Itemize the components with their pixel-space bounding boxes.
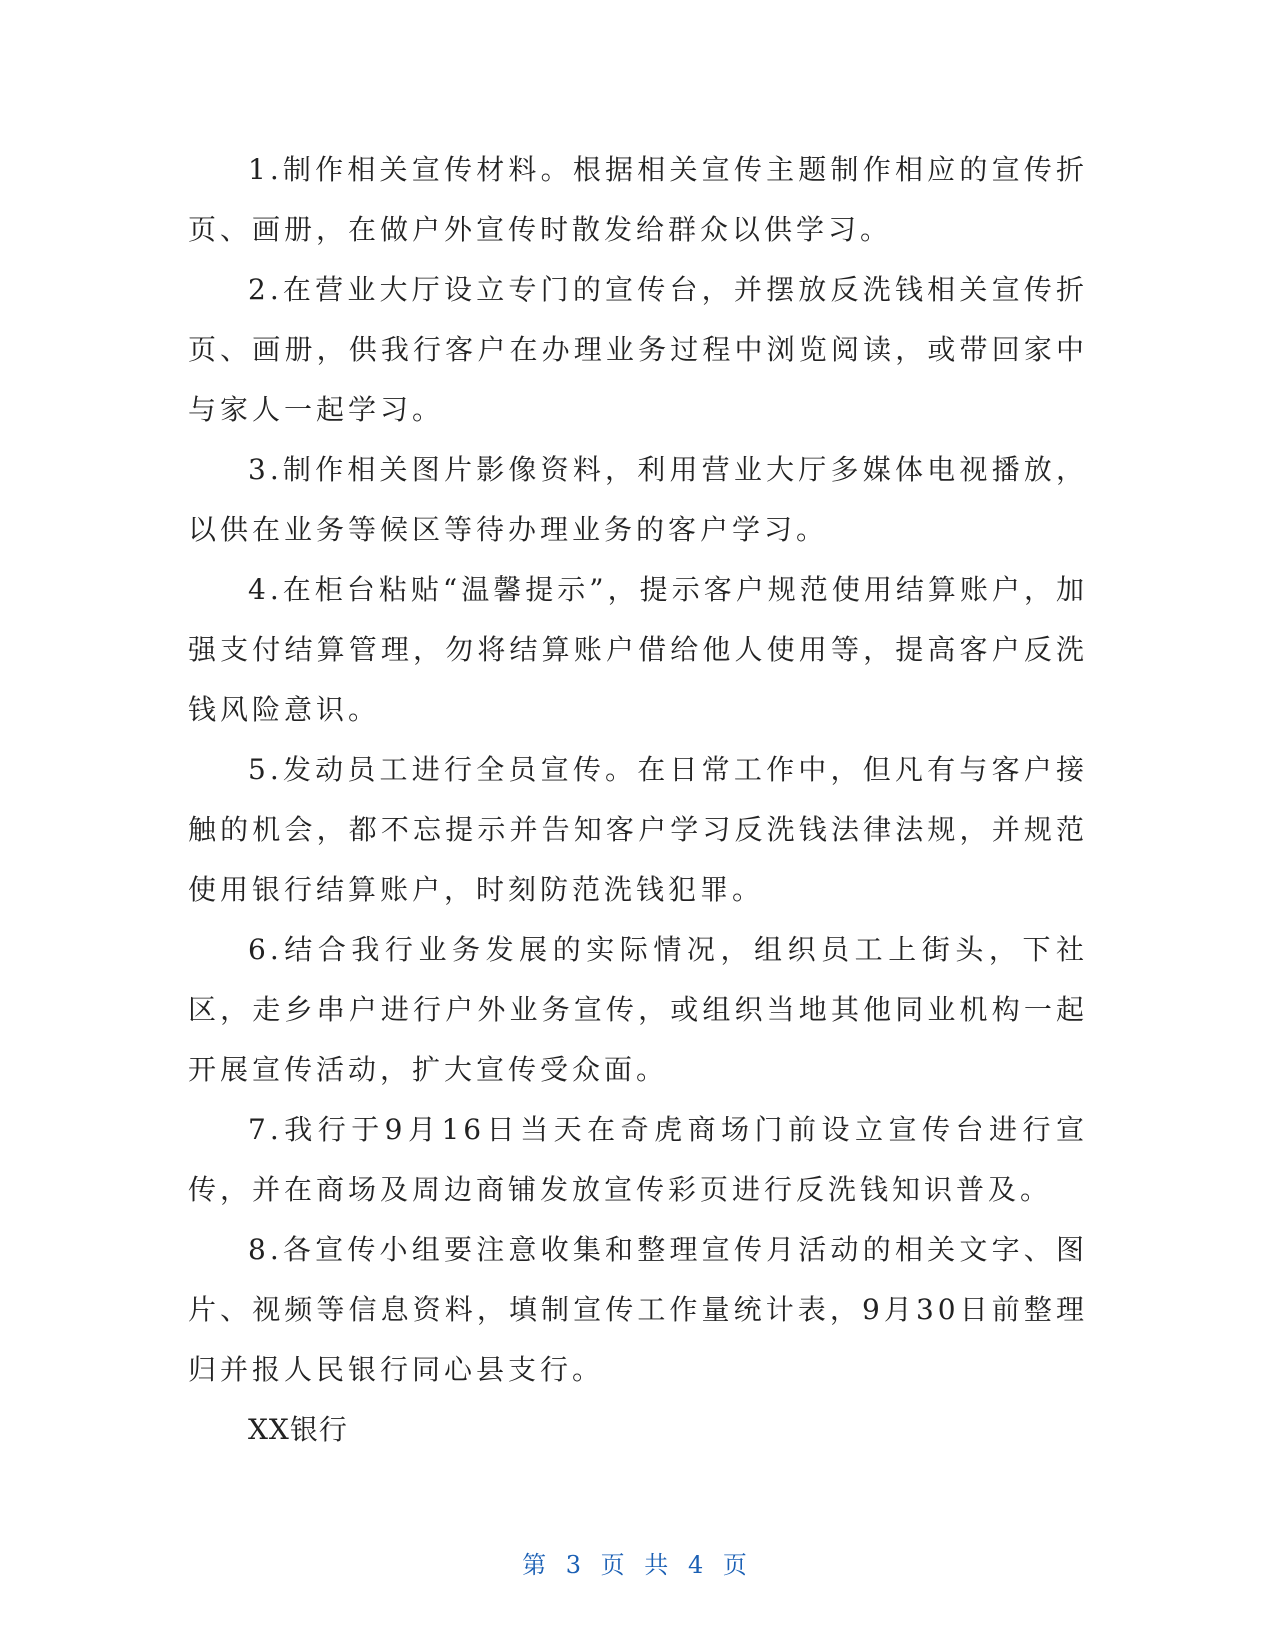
paragraph-2: 2.在营业大厅设立专门的宣传台，并摆放反洗钱相关宣传折页、画册，供我行客户在办理业务过程中浏览阅读，或带回家中与家人一起学习。 bbox=[188, 273, 1088, 426]
paragraph-7: 7.我行于9月16日当天在奇虎商场门前设立宣传台进行宣传，并在商场及周边商铺发放宣传彩页进行反洗钱知识普及。 bbox=[188, 1113, 1088, 1206]
document-body bbox=[188, 140, 1088, 1460]
paragraph-4: 4.在柜台粘贴“温馨提示”，提示客户规范使用结算账户，加强支付结算管理，勿将结算账户借给他人使用等，提高客户反洗钱风险意识。 bbox=[188, 573, 1088, 726]
paragraph-6: 6.结合我行业务发展的实际情况，组织员工上街头，下社区，走乡串户进行户外业务宣传，或组织当地其他同业机构一起开展宣传活动，扩大宣传受众面。 bbox=[188, 933, 1088, 1086]
paragraph-8: 8.各宣传小组要注意收集和整理宣传月活动的相关文字、图片、视频等信息资料，填制宣传工作量统计表，9月30日前整理归并报人民银行同心县支行。 bbox=[188, 1233, 1088, 1386]
page-number-footer: 第 3 页 共 4 页 bbox=[522, 1551, 753, 1579]
paragraph-3: 3.制作相关图片影像资料，利用营业大厅多媒体电视播放，以供在业务等候区等待办理业务的客户学习。 bbox=[188, 453, 1088, 546]
paragraph-5: 5.发动员工进行全员宣传。在日常工作中，但凡有与客户接触的机会，都不忘提示并告知客户学习反洗钱法律法规，并规范使用银行结算账户，时刻防范洗钱犯罪。 bbox=[188, 753, 1088, 906]
paragraph-1: 1.制作相关宣传材料。根据相关宣传主题制作相应的宣传折页、画册，在做户外宣传时散发给群众以供学习。 bbox=[188, 153, 1088, 246]
signature: XX银行 bbox=[248, 1413, 348, 1446]
